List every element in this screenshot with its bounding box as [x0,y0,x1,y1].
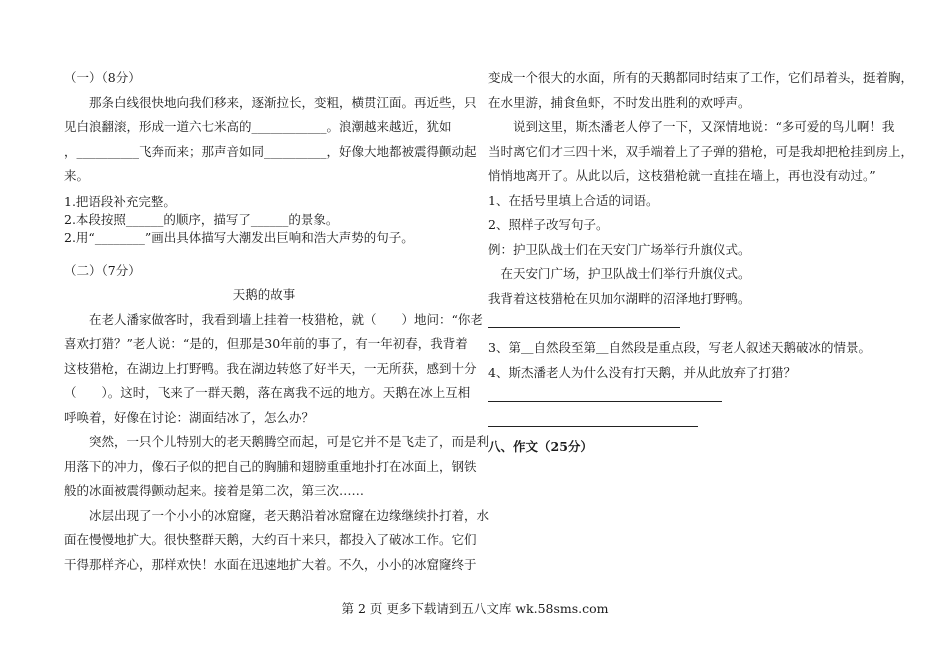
section-1-heading: （一）（8分） [64,70,141,85]
section-8-heading: 八、作文（25分） [488,439,593,454]
passage-4-line-3: 干得那样齐心，那样欢快！水面在迅速地扩大着。不久，小小的冰窟窿终于 [64,556,477,572]
rewrite-sentence: 我背着这枝猎枪在贝加尔湖畔的沼泽地打野鸭。 [488,290,751,306]
passage-2-line-2: 喜欢打猎？”老人说：“是的，但那是30年前的事了，有一年初春，我背着 [64,336,468,351]
passage-2-line-3: 这枝猎枪，在湖边上打野鸭。我在湖边转悠了好半天，一无所获，感到十分 [64,360,477,376]
answer-line [488,410,698,427]
passage-3-line-3: 般的冰面被震得颤动起来。接着是第二次，第三次…… [64,483,365,498]
section-2-heading: （二）（7分） [64,262,141,278]
right-column [488,66,914,460]
passage-5-line-1: 变成一个很大的水面，所有的天鹅都同时结束了工作，它们昂着头，挺着胸， [488,70,914,85]
passage-4-line-1: 冰层出现了一个小小的冰窟窿，老天鹅沿着冰窟窿在边缘继续扑打着，水 [89,507,490,523]
passage-2-line-5: 呼唤着，好像在讨论：湖面结冰了，怎么办？ [64,409,315,425]
question-1-1: 1.把语段补充完整。 [64,193,176,209]
passage-2-line-1: 在老人潘家做客时，我看到墙上挂着一枝猎枪，就（ ）地问：“你老 [89,311,483,327]
question-2-3: 3、第＿自然段至第＿自然段是重点段，写老人叙述天鹅破冰的情景。 [488,340,871,355]
question-2-4: 4、斯杰潘老人为什么没有打天鹅，并从此放弃了打猎？ [488,364,796,380]
question-1-3: 2.用“________”画出具体描写大潮发出巨响和浩大声势的句子。 [64,229,414,245]
passage-4-line-2: 面在慢慢地扩大。很快整群天鹅，大约百十来只，都投入了破冰工作。它们 [64,532,477,547]
passage-6-line-2: 当时离它们才三四十米，双手端着上了子弹的猎枪，可是我却把枪挂到房上， [488,143,914,159]
passage-1-line-4: 来。 [64,168,90,183]
answer-line [488,385,722,402]
passage-3-line-1: 突然，一只个儿特别大的老天鹅腾空而起，可是它并不是飞走了，而是利 [89,434,490,449]
passage-6-line-3: 悄悄地离开了。从此以后，这枝猎枪就一直挂在墙上，再也没有动过。” [488,168,876,183]
spacer [64,247,464,259]
passage-6-line-1: 说到这里，斯杰潘老人停了一下，又深情地说：“多可爱的鸟儿啊！我 [513,119,895,134]
answer-line [488,311,680,328]
question-2-1: 1、在括号里填上合适的词语。 [488,192,659,208]
left-column [64,66,490,577]
passage-1-line-2: 见白浪翻滚，形成一道六七米高的____________。浪潮越来越近，犹如 [64,119,452,134]
passage-1-line-3: ，__________飞奔而来；那声音如同__________，好像大地都被震得颤动起 [64,143,477,159]
page-footer: 第 2 页 更多下载请到五八文库 wk.58sms.com [341,601,609,616]
story-title: 天鹅的故事 [232,287,296,302]
passage-3-line-2: 用落下的冲力，像石子似的把自己的胸脯和翅膀重重地扑打在冰面上，钢铁 [64,458,477,474]
question-1-2: 2.本段按照______的顺序，描写了______的景象。 [64,211,339,227]
question-2-2: 2、照样子改写句子。 [488,217,609,232]
passage-2-line-4: （ ）。这时，飞来了一群天鹅，落在离我不远的地方。天鹅在冰上互相 [64,385,471,400]
passage-5-line-2: 在水里游，捕食鱼虾，不时发出胜利的欢呼声。 [488,94,751,110]
example-sentence: 例：护卫队战士们在天安门广场举行升旗仪式。 [488,241,751,257]
example-rewrite: 在天安门广场，护卫队战士们举行升旗仪式。 [500,266,751,281]
passage-1-line-1: 那条白线很快地向我们移来，逐渐拉长，变粗，横贯江面。再近些，只 [89,94,477,110]
